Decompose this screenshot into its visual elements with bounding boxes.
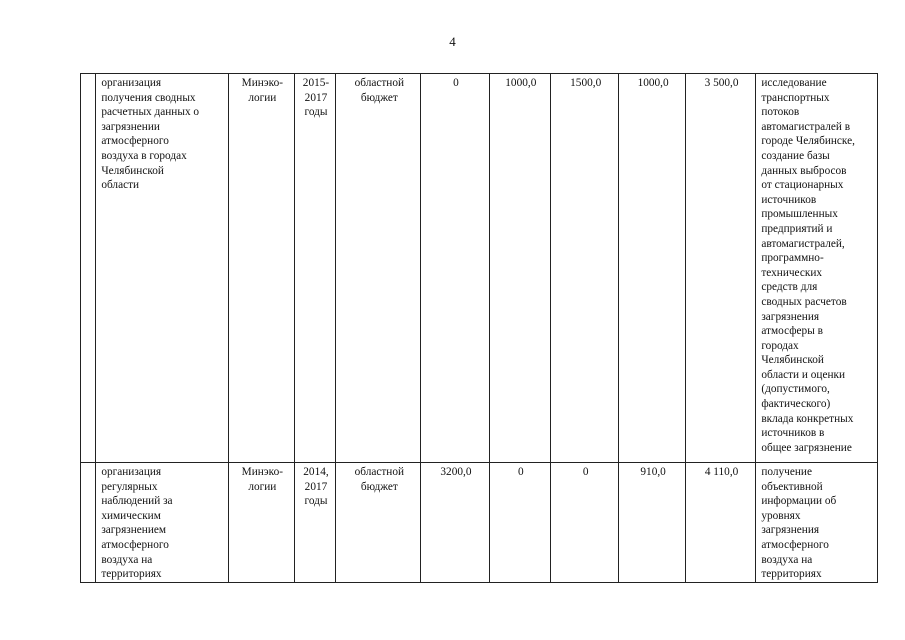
value-cell-1: 0 xyxy=(421,74,489,463)
total-cell: 3 500,0 xyxy=(685,74,756,463)
measure-name-cell: организация регулярных наблюдений за химическим загрязнением атмосферного воздуха на территориях xyxy=(96,463,229,583)
value-cell-2: 1000,0 xyxy=(489,74,550,463)
value-cell-4: 910,0 xyxy=(619,463,685,583)
funding-source-cell: областной бюджет xyxy=(336,463,421,583)
expected-result-cell: исследование транспортных потоков автомагистралей в городе Челябинске, создание базы данных выбросов от стационарных источников промышленных предприятий и автомагистралей, программно- технических средств для сводных расчетов загрязнения атмосферы в городах Челябинской области и оценки (допустимого, фактического) вклада конкретных источников в общее загрязнение xyxy=(756,74,878,463)
value-cell-3: 1500,0 xyxy=(550,74,618,463)
table-row xyxy=(81,74,878,463)
period-cell: 2015- 2017 годы xyxy=(294,74,336,463)
executor-cell: Минэко- логии xyxy=(229,74,294,463)
executor-cell: Минэко- логии xyxy=(229,463,294,583)
funding-source-cell: областной бюджет xyxy=(336,74,421,463)
row-number-cell xyxy=(81,463,96,583)
value-cell-3: 0 xyxy=(550,463,618,583)
table-row xyxy=(81,463,878,583)
period-cell: 2014, 2017 годы xyxy=(294,463,336,583)
expected-result-cell: получение объективной информации об уровнях загрязнения атмосферного воздуха на территориях xyxy=(756,463,878,583)
page-number: 4 xyxy=(449,34,456,49)
row-number-cell xyxy=(81,74,96,463)
value-cell-1: 3200,0 xyxy=(421,463,489,583)
total-cell: 4 110,0 xyxy=(685,463,756,583)
measure-name-cell: организация получения сводных расчетных данных о загрязнении атмосферного воздуха в городах Челябинской области xyxy=(96,74,229,463)
program-table xyxy=(80,73,878,583)
value-cell-4: 1000,0 xyxy=(619,74,685,463)
value-cell-2: 0 xyxy=(489,463,550,583)
